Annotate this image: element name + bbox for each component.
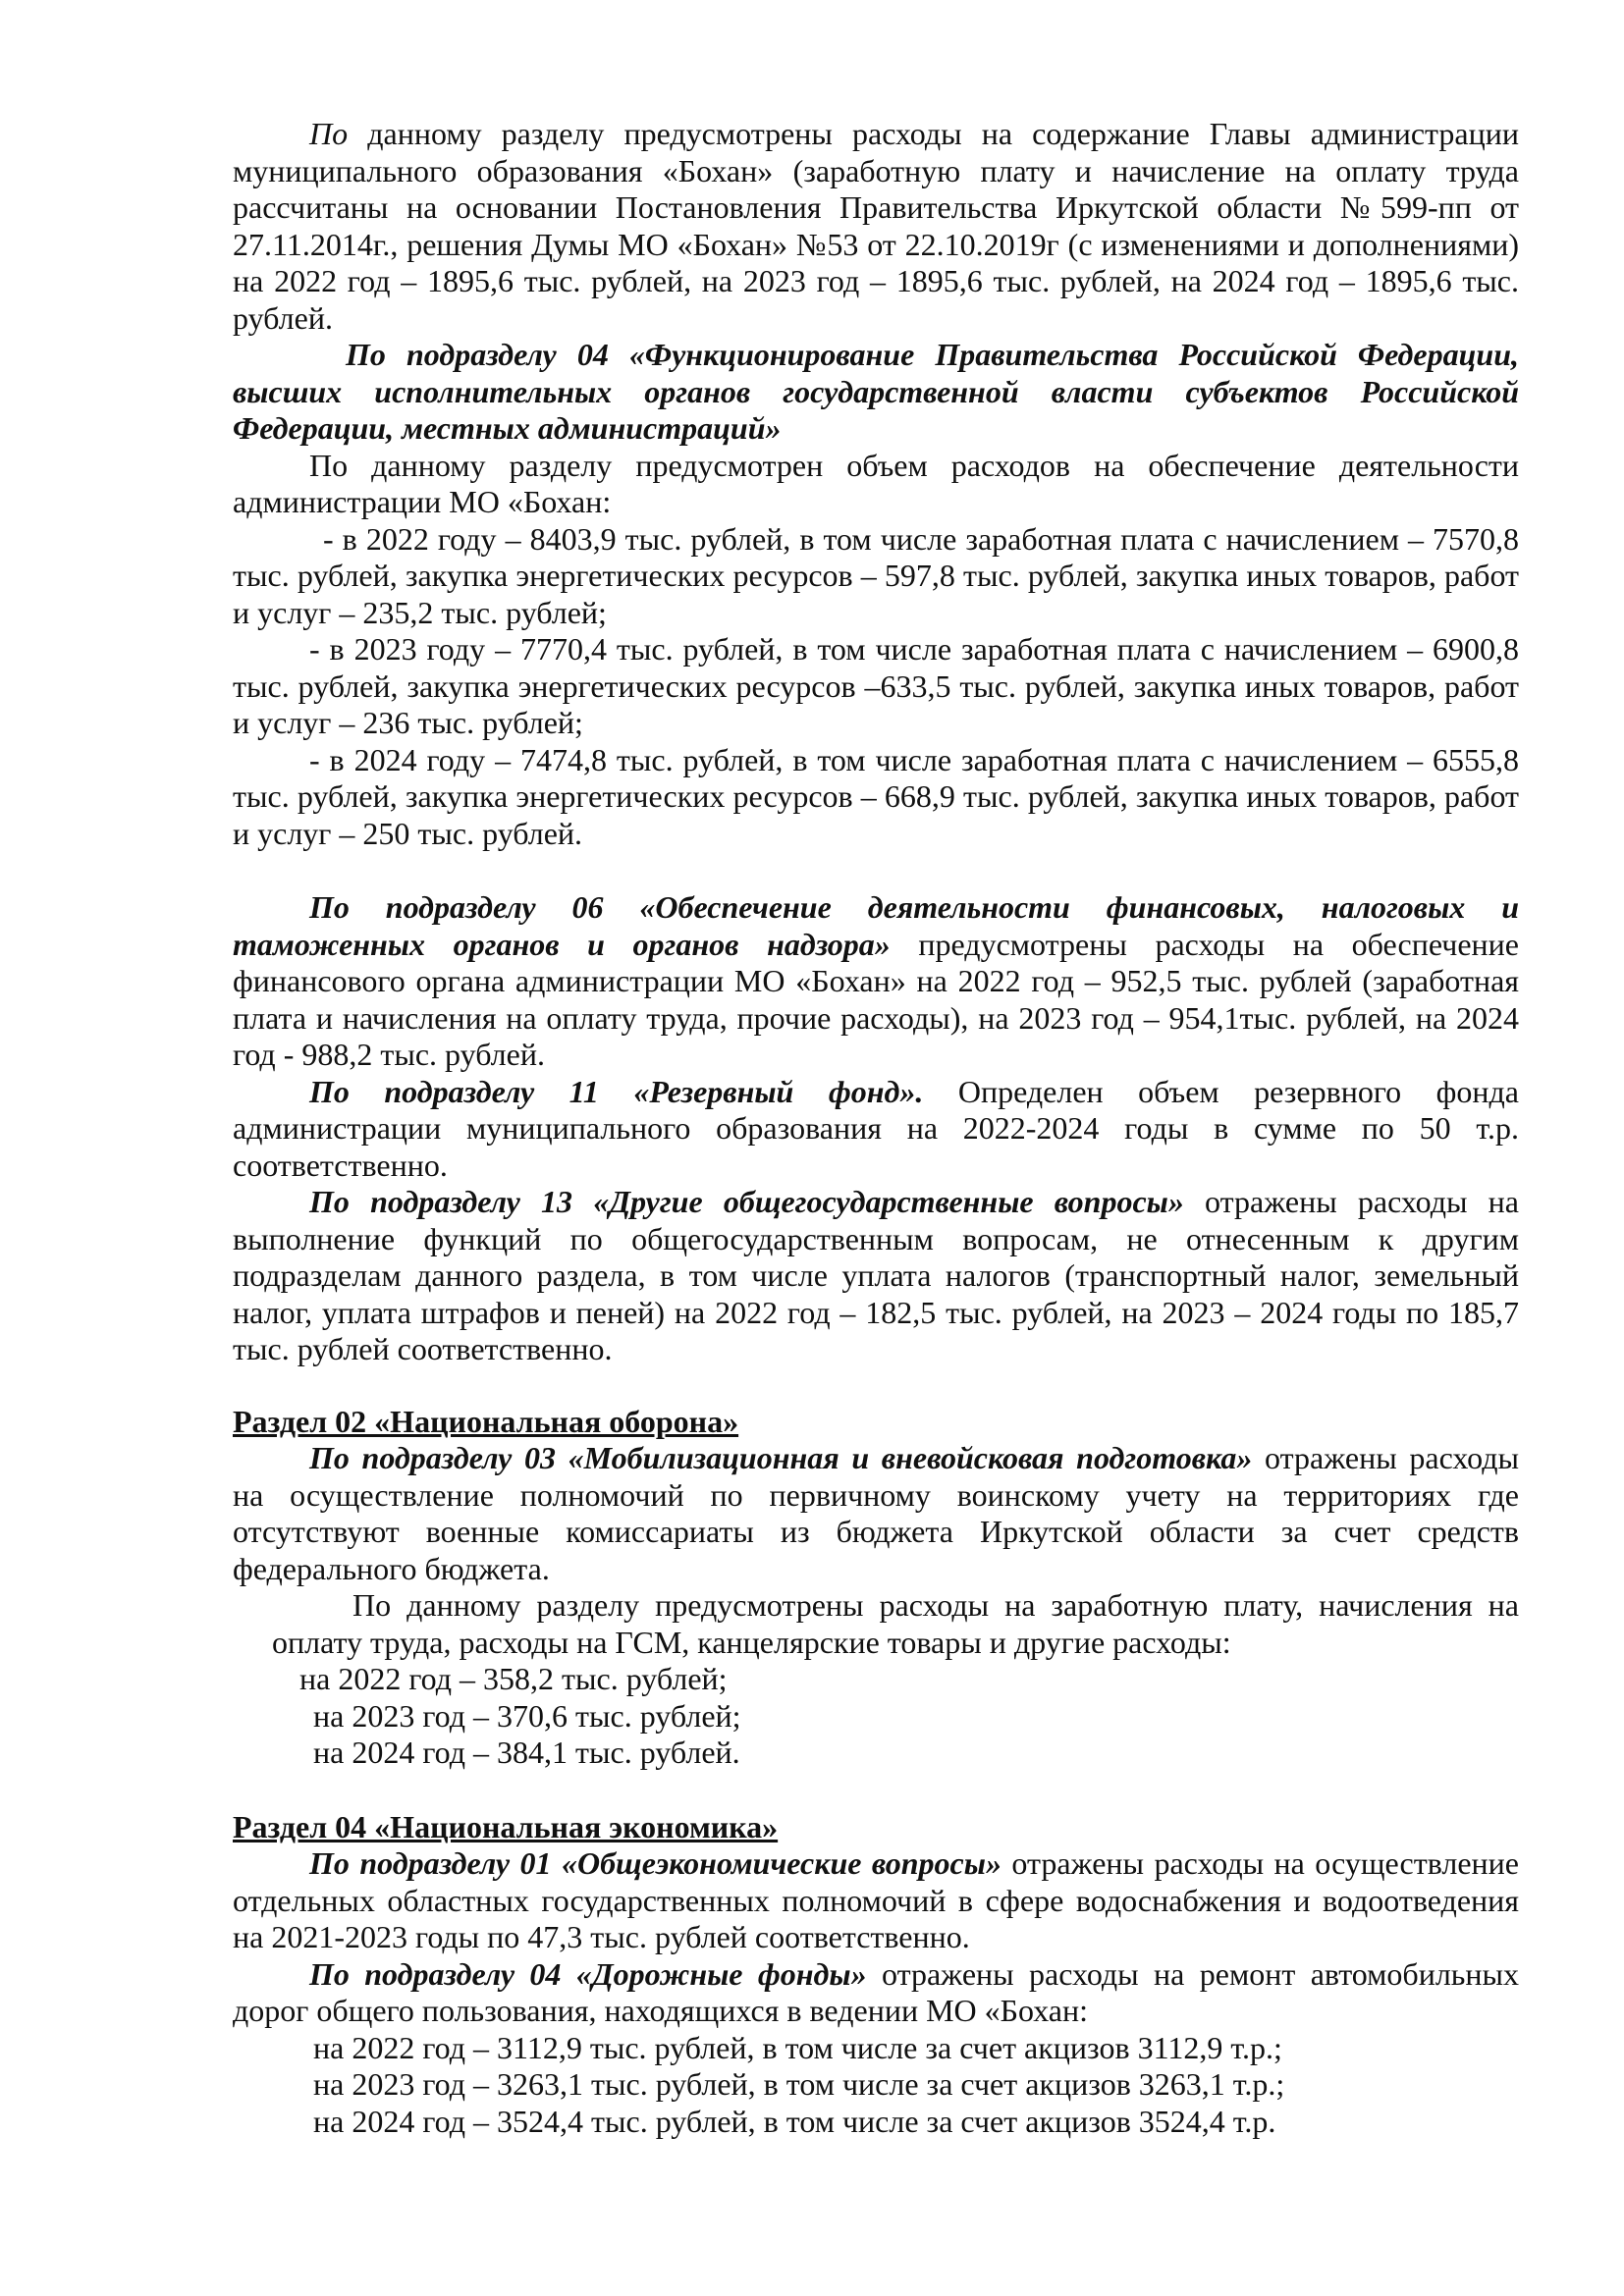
section-04-item-2022: на 2022 год – 3112,9 тыс. рублей, в том числе за счет акцизов 3112,9 т.р.; <box>313 2029 1282 2065</box>
section-04-subsection-04-heading: По подразделу 04 «Дорожные фонды» <box>309 1955 867 1992</box>
subsection-04-item-2023: - в 2023 году – 7770,4 тыс. рублей, в том числе заработная плата с начислением – 6900,8 тыс. рублей, закупка энергетических ресурсов –633,5 тыс. рублей, закупка иных товаров, работ и услуг – 236 тыс. рублей; <box>233 631 1519 740</box>
section-04-subsection-04-text: отражены расходы на ремонт автомобильных дорог общего пользования, находящихся в ведении МО «Бохан: <box>233 1955 1520 2028</box>
subsection-11-heading: По подразделу 11 «Резервный фонд». <box>309 1073 924 1109</box>
section-04-subsection-01-text: отражены расходы на осуществление отдельных областных государственных полномочий в сфере водоснабжения и водоотведения на 2021-2023 годы по 47,3 тыс. рублей соответственно. <box>233 1845 1519 1954</box>
paragraph-text: данному разделу предусмотрены расходы на содержание Главы администрации муниципального образования «Бохан» (заработную плату и начисление на оплату труда рассчитаны на основании Постановления Правительства Иркутской области №599-пп от 27.11.2014г., решения Думы МО «Бохан» №53 от 22.10.2019г (с изменениями и дополнениями) на 2022 год – 1895,6 тыс. рублей, на 2023 год – 1895,6 тыс. рублей, на 2024 год – 1895,6 тыс. рублей. <box>233 116 1519 336</box>
section-02-subsection-03-heading: По подразделу 03 «Мобилизационная и вневойсковая подготовка» <box>309 1440 1253 1475</box>
subsection-13-text: отражены расходы на выполнение функций по общегосударственным вопросам, не отнесенным к другим подразделам данного раздела, в том числе уплата налогов (транспортный налог, земельный налог, уплата штрафов и пеней) на 2022 год – 182,5 тыс. рублей, на 2023 – 2024 годы по 185,7 тыс. рублей соответственно. <box>233 1184 1520 1366</box>
section-04-item-2024: на 2024 год – 3524,4 тыс. рублей, в том числе за счет акцизов 3524,4 т.р. <box>313 2103 1276 2139</box>
document-page <box>233 116 1519 2140</box>
subsection-06-heading: По подразделу 06 «Обеспечение деятельности финансовых, налоговых и таможенных органов и органов надзора» <box>233 889 1519 962</box>
section-02-subsection-03-text: отражены расходы на осуществление полномочий по первичному воинскому учету на территориях где отсутствуют военные комиссариаты из бюджета Иркутской области за счет средств федерального бюджета. <box>233 1440 1519 1586</box>
subsection-04-heading: По подразделу 04 «Функционирование Правительства Российской Федерации, высших исполнительных органов государственной власти субъектов Российской Федерации, местных администраций» <box>233 337 1519 446</box>
subsection-06-text: предусмотрены расходы на обеспечение финансового органа администрации МО «Бохан» на 2022 год – 952,5 тыс. рублей (заработная плата и начисления на оплату труда, прочие расходы), на 2023 год – 954,1тыс. рублей, на 2024 год - 988,2 тыс. рублей. <box>233 926 1519 1072</box>
section-04-subsection-04 <box>233 1956 1519 2030</box>
section-02-item-2024: на 2024 год – 384,1 тыс. рублей. <box>313 1735 740 1770</box>
spacer <box>233 1772 1519 1809</box>
spacer <box>233 1368 1519 1404</box>
section-02-item-2022: на 2022 год – 358,2 тыс. рублей; <box>299 1661 728 1696</box>
subsection-13-paragraph <box>233 1184 1519 1368</box>
subsection-04-item-2024: - в 2024 году – 7474,8 тыс. рублей, в том числе заработная плата с начислением – 6555,8 тыс. рублей, закупка энергетических ресурсов – 668,9 тыс. рублей, закупка иных товаров, работ и услуг – 250 тыс. рублей. <box>233 741 1519 851</box>
section-02-item-2023: на 2023 год – 370,6 тыс. рублей; <box>313 1697 741 1734</box>
subsection-13-heading: По подразделу 13 «Другие общегосударственные вопросы» <box>309 1184 1184 1219</box>
section-04-subsection-01 <box>233 1845 1519 1956</box>
subsection-11-paragraph <box>233 1074 1519 1185</box>
subsection-11-text: Определен объем резервного фонда администрации муниципального образования на 2022-2024 годы в сумме по 50 т.р. соответственно. <box>233 1073 1520 1183</box>
section-04-subsection-01-heading: По подразделу 01 «Общеэкономические вопросы» <box>309 1845 1001 1881</box>
subsection-04-intro: По данному разделу предусмотрен объем расходов на обеспечение деятельности администрации МО «Бохан: <box>233 447 1519 519</box>
paragraph-head-expenses <box>233 116 1519 337</box>
section-02-title: Раздел 02 «Национальная оборона» <box>233 1403 739 1439</box>
section-02-intro: По данному разделу предусмотрены расходы на заработную плату, начисления на оплату труда, расходы на ГСМ, канцелярские товары и другие расходы: <box>272 1587 1519 1660</box>
subsection-04-item-2022: - в 2022 году – 8403,9 тыс. рублей, в том числе заработная плата с начислением – 7570,8 тыс. рублей, закупка энергетических ресурсов – 597,8 тыс. рублей, закупка иных товаров, работ и услуг – 235,2 тыс. рублей; <box>233 520 1519 630</box>
subsection-06-paragraph <box>233 889 1519 1074</box>
spacer <box>233 852 1519 889</box>
section-04-title: Раздел 04 «Национальная экономика» <box>233 1808 779 1844</box>
section-02-subsection-03 <box>233 1440 1519 1587</box>
paragraph-lead: По <box>309 116 349 151</box>
section-04-item-2023: на 2023 год – 3263,1 тыс. рублей, в том числе за счет акцизов 3263,1 т.р.; <box>313 2066 1285 2102</box>
